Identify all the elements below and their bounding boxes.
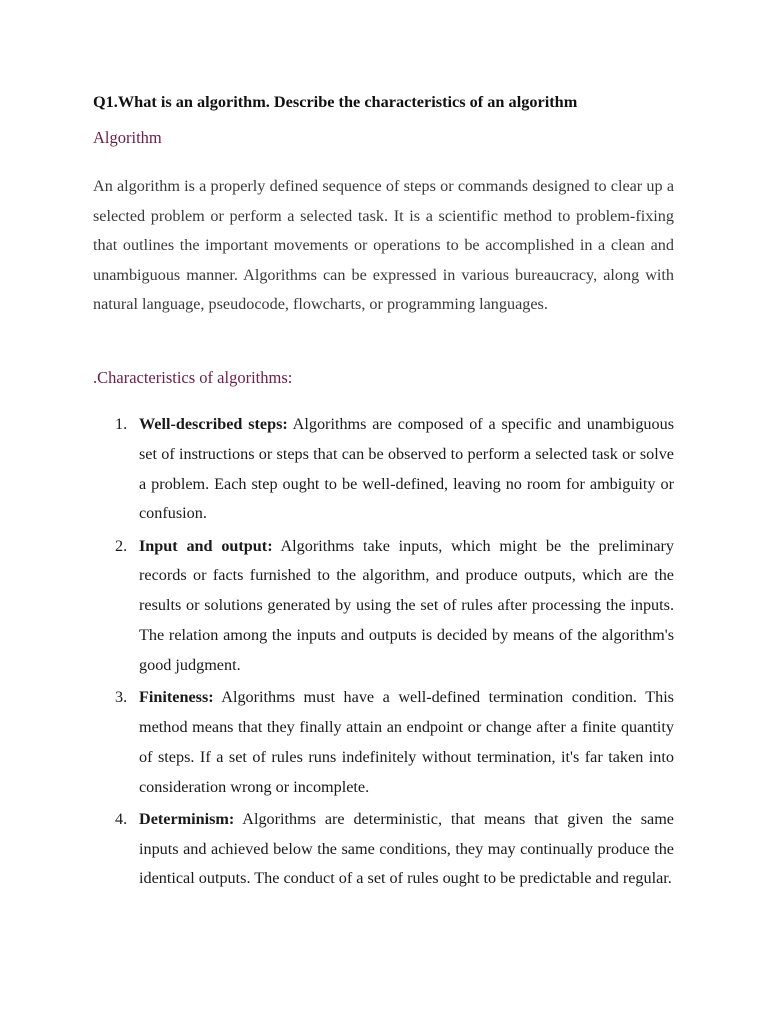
intro-paragraph: An algorithm is a properly defined sequence of steps or commands designed to clear up a selected problem or perform a selected task. It is a scientific method to problem-fixing that outlines the important movements or operations to be accomplished in a clean and unambiguous manner. Algorithms can be expressed in various bureaucracy, along with natural language, pseudocode, flowcharts, or programming languages. [93,177,674,314]
list-item-number: 1. [115,415,128,433]
list-item-text: Algorithms must have a well-defined termination condition. This method means that they finally attain an endpoint or change after a finite quantity of steps. If a set of rules runs indefinitely without termination, it's far taken into consideration wrong or incomplete. [139,688,674,796]
list-item-term: Determinism: [139,809,235,828]
algorithm-heading: Algorithm [93,128,162,147]
list-item-number: 2. [115,536,128,555]
list-item-text: Algorithms take inputs, which might be the preliminary records or facts furnished to the algorithm, and produce outputs, which are the results or solutions generated by using the set of rules after processing the inputs. The relation among the inputs and outputs is decided by means of the algorithm's good judgment. [139,536,674,674]
list-item-term: Input and output: [139,536,273,555]
list-item-text: Algorithms are deterministic, that means that given the same inputs and achieved below the same conditions, they may continually produce the identical outputs. The conduct of a set of rules ought to be predictable and regular. [139,809,674,888]
characteristics-heading: .Characteristics of algorithms: [93,368,293,387]
list-item-number: 3. [115,688,128,707]
list-item-term: Finiteness: [139,688,214,707]
list-item [115,683,674,802]
list-item-term: Well-described steps: [139,415,288,433]
characteristics-list [115,410,674,897]
question-title: Q1.What is an algorithm. Describe the characteristics of an algorithm [93,92,578,111]
list-item [115,532,674,681]
list-item [115,410,674,529]
list-item-text: Algorithms are composed of a specific and unambiguous set of instructions or steps that can be observed to perform a selected task or solve a problem. Each step ought to be well-defined, leaving no room for ambiguity or confusion. [139,415,674,523]
list-item [115,805,674,894]
list-item-number: 4. [115,809,128,828]
